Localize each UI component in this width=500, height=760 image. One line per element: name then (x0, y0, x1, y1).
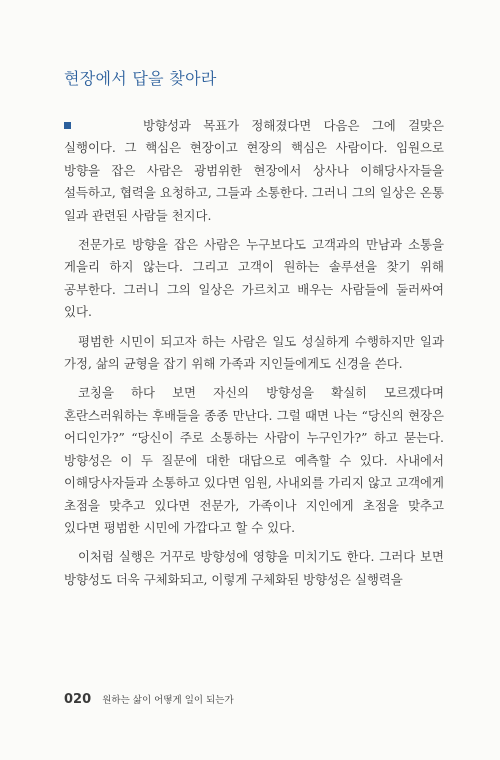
section-bullet-icon (64, 122, 71, 129)
chapter-title: 현장에서 답을 찾아라 (64, 69, 217, 88)
page-number: 020 (64, 692, 92, 707)
paragraph-2: 전문가로 방향을 잡은 사람은 누구보다도 고객과의 만남과 소통을 게을리 하지 않는다. 그리고 고객이 원하는 솔루션을 찾기 위해 공부한다. 그러니 그의 일상은 가르치고 배우는 사람들에 둘러싸여 있다. (64, 237, 444, 320)
paragraph-3: 평범한 시민이 되고자 하는 사람은 일도 성실하게 수행하지만 일과 가정, 삶의 균형을 잡기 위해 가족과 지인들에게도 신경을 쓴다. (64, 333, 444, 372)
paragraph-1 (64, 115, 444, 227)
paragraph-4: 코칭을 하다 보면 자신의 방향성을 확실히 모르겠다며 혼란스러워하는 후배들을 종종 만난다. 그럴 때면 나는 “당신의 현장은 어디인가?” “당신이 주로 소통하는 사람이 누구인가?” 하고 묻는다. 방향성은 이 두 질문에 대한 대답으로 예측할 수 있다. 사내에서 이해당사자들과 소통하고 있다면 임원, 사내외를 가리지 않고 고객에게 초점을 맞추고 있다면 전문가, 가족이나 지인에게 초점을 맞추고 있다면 평범한 시민에 가깝다고 할 수 있다. (64, 385, 444, 535)
body-text (64, 115, 444, 598)
running-book-title: 원하는 삶이 어떻게 일이 되는가 (102, 695, 234, 706)
page-footer (64, 688, 234, 707)
paragraph-1-text: 방향성과 목표가 정해졌다면 다음은 그에 걸맞은 실행이다. 그 핵심은 현장이고 현장의 핵심은 사람이다. 임원으로 방향을 잡은 사람은 광범위한 현장에서 상사나 이해당사자들을 설득하고, 협력을 요청하고, 그들과 소통한다. 그러니 그의 일상은 온통 일과 관련된 사람들 천지다. (64, 118, 444, 223)
paragraph-5: 이처럼 실행은 거꾸로 방향성에 영향을 미치기도 한다. 그러다 보면 방향성도 더욱 구체화되고, 이렇게 구체화된 방향성은 실행력을 (64, 549, 444, 587)
